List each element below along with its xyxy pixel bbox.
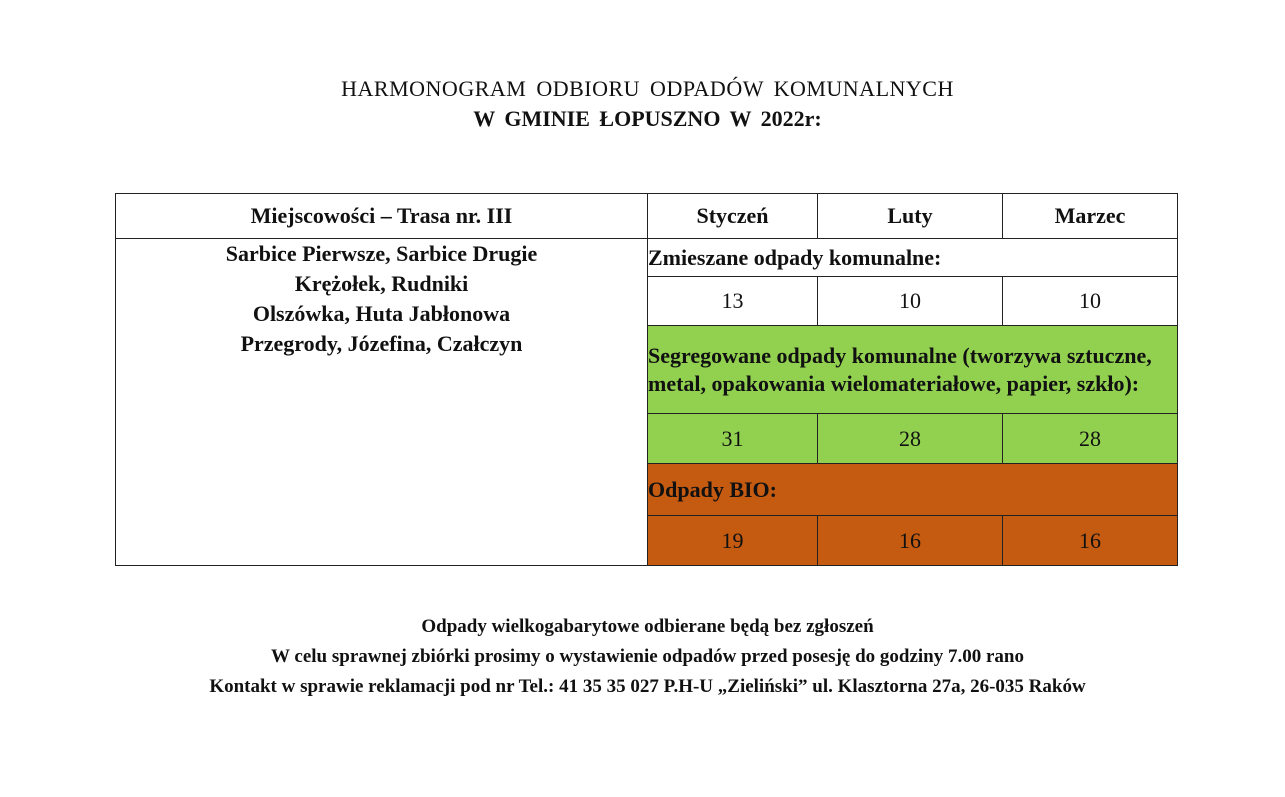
document-title: HARMONOGRAM ODBIORU ODPADÓW KOMUNALNYCH xyxy=(341,76,954,101)
value-bio-january: 19 xyxy=(648,516,818,566)
location-line: Sarbice Pierwsze, Sarbice Drugie xyxy=(225,241,538,266)
value-mixed-march: 10 xyxy=(1003,277,1178,326)
location-line: Krężołek, Rudniki xyxy=(294,271,469,296)
footer-collection-time-note: W celu sprawnej zbiórki prosimy o wystawienie odpadów przed posesję do godziny 7.00 rano xyxy=(271,646,1024,667)
collection-schedule-table xyxy=(115,193,1178,566)
header-month-march: Marzec xyxy=(1003,194,1178,239)
value-bio-february: 16 xyxy=(818,516,1003,566)
footer-bulky-waste-note: Odpady wielkogabarytowe odbierane będą bez zgłoszeń xyxy=(421,616,874,637)
value-segregated-march: 28 xyxy=(1003,414,1178,464)
section-label-mixed-waste: Zmieszane odpady komunalne: xyxy=(648,239,1178,277)
value-bio-march: 16 xyxy=(1003,516,1178,566)
locations-cell xyxy=(116,239,648,566)
header-month-february: Luty xyxy=(818,194,1003,239)
footer-contact-note: Kontakt w sprawie reklamacji pod nr Tel.: 41 35 35 027 P.H-U „Zieliński” ul. Klasztorna 27a, 26-035 Raków xyxy=(209,676,1086,697)
section-label-segregated-waste: Segregowane odpady komunalne (tworzywa sztuczne, metal, opakowania wielomateriałowe, papier, szkło): xyxy=(648,326,1178,414)
document-subtitle: W GMINIE ŁOPUSZNO W 2022r: xyxy=(473,106,822,131)
value-segregated-january: 31 xyxy=(648,414,818,464)
header-month-january: Styczeń xyxy=(648,194,818,239)
location-line: Olszówka, Huta Jabłonowa xyxy=(252,301,511,326)
location-line: Przegrody, Józefina, Czałczyn xyxy=(240,331,523,356)
value-mixed-january: 13 xyxy=(648,277,818,326)
table-header-row xyxy=(116,194,1178,239)
section-row-mixed-label xyxy=(116,239,1178,277)
value-segregated-february: 28 xyxy=(818,414,1003,464)
value-mixed-february: 10 xyxy=(818,277,1003,326)
section-label-bio-waste: Odpady BIO: xyxy=(648,464,1178,516)
header-locations: Miejscowości – Trasa nr. III xyxy=(116,194,648,239)
